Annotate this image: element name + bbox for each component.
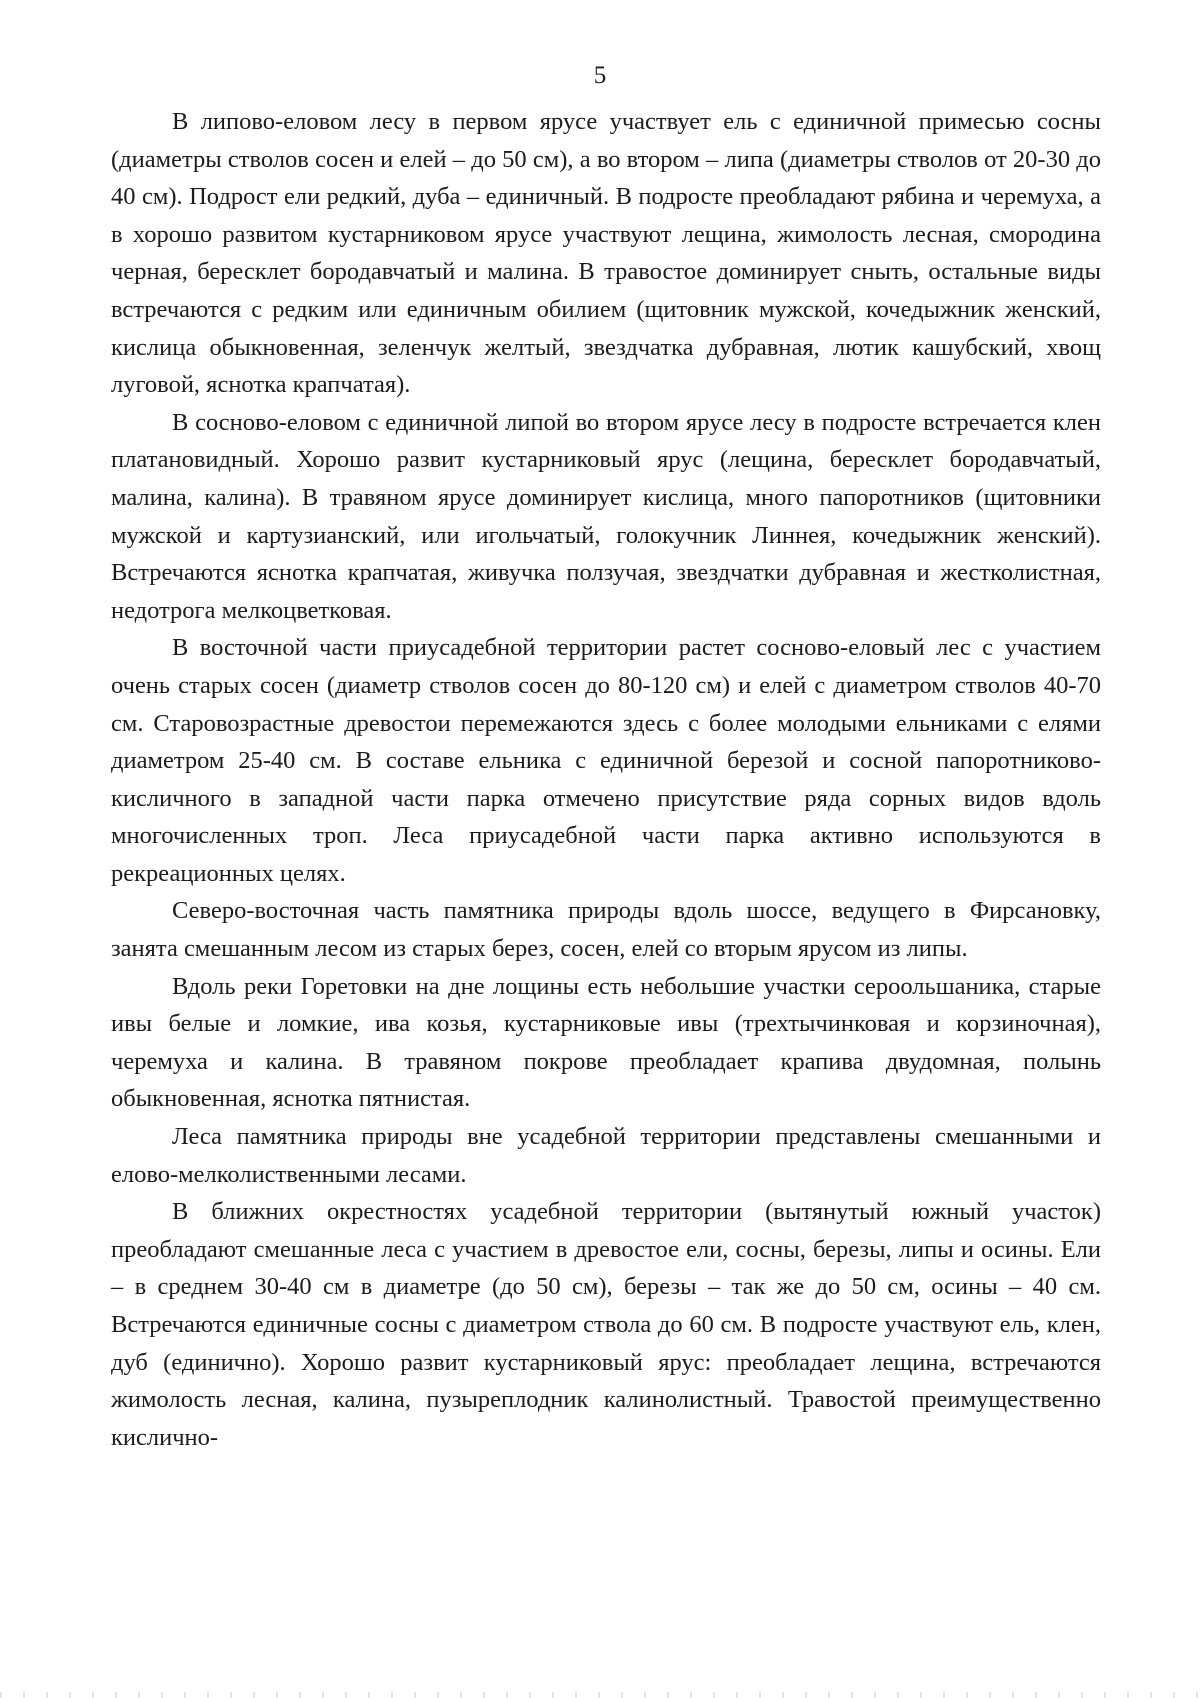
paragraph-linden-spruce-forest: В липово-еловом лесу в первом ярусе участвует ель с единичной примесью сосны (диаметры стволов сосен и елей – до 50 см), а во втором – липа (диаметры стволов от 20-30 до 40 см). Подрост ели редкий, дуба – единичный. В подросте преобладают рябина и черемуха, а в хорошо развитом кустарниковом ярусе участвуют лещина, жимолость лесная, смородина черная, бересклет бородавчатый и малина. В травостое доминирует сныть, остальные виды встречаются с редким или единичным обилием (щитовник мужской, кочедыжник женский, кислица обыкновенная, зеленчук желтый, звездчатка дубравная, лютик кашубский, хвощ луговой, яснотка крапчатая). [111, 108, 1101, 399]
paragraph-forests-outside-estate: Леса памятника природы вне усадебной территории представлены смешанными и елово-мелколиственными лесами. [111, 1123, 1101, 1188]
paragraph-pine-spruce-forest: В сосново-еловом с единичной липой во втором ярусе лесу в подросте встречается клен платановидный. Хорошо развит кустарниковый ярус (лещина, бересклет бородавчатый, малина, калина). В травяном ярусе доминирует кислица, много папоротников (щитовники мужской и картузианский, или игольчатый, голокучник Линнея, кочедыжник женский). Встречаются яснотка крапчатая, живучка ползучая, звездчатки дубравная и жестколистная, недотрога мелкоцветковая. [111, 408, 1101, 624]
paragraph-goretovka-river: Вдоль реки Горетовки на дне лощины есть небольшие участки сероольшаника, старые ивы белые и ломкие, ива козья, кустарниковые ивы (трехтычинковая и корзиночная), черемуха и калина. В травяном покрове преобладает крапива двудомная, полынь обыкновенная, яснотка пятнистая. [111, 972, 1101, 1113]
scan-edge-noise [0, 1692, 1200, 1698]
paragraph-near-surroundings: В ближних окрестностях усадебной территории (вытянутый южный участок) преобладают смешанные леса с участием в древостое ели, сосны, березы, липы и осины. Ели – в среднем 30-40 см в диаметре (до 50 см), березы – так же до 50 см, осины – 40 см. Встречаются единичные сосны с диаметром ствола до 60 см. В подросте участвуют ель, клен, дуб (единично). Хорошо развит кустарниковый ярус: преобладает лещина, встречаются жимолость лесная, калина, пузыреплодник калинолистный. Травостой преимущественно кислично- [111, 1198, 1101, 1451]
paragraph-northeast-part: Северо-восточная часть памятника природы вдоль шоссе, ведущего в Фирсановку, занята смешанным лесом из старых берез, сосен, елей со вторым ярусом из липы. [111, 897, 1101, 963]
document-body [111, 103, 1101, 1456]
page-number: 5 [593, 62, 607, 89]
paragraph-eastern-estate-forest: В восточной части приусадебной территории растет сосново-еловый лес с участием очень старых сосен (диаметр стволов сосен до 80-120 см) и елей с диаметром стволов 40-70 см. Старовозрастные древостои перемежаются здесь с более молодыми ельниками с елями диаметром 25-40 см. В составе ельника с единичной березой и сосной папоротниково-кисличного в западной части парка отмечено присутствие ряда сорных видов вдоль многочисленных троп. Леса приусадебной части парка активно используются в рекреационных целях. [111, 634, 1101, 887]
